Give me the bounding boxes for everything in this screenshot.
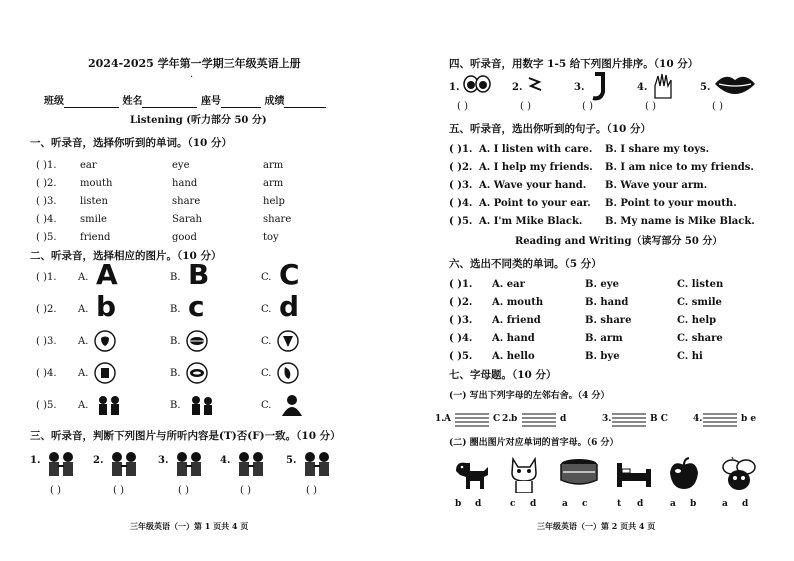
answer-paren[interactable]: ( )2. [36,178,57,189]
answer-paren[interactable]: ( ) [113,485,124,496]
picture-item[interactable] [462,72,492,100]
picture-option-a-label: A. [78,368,89,379]
choice-letter[interactable]: d [637,499,644,509]
picture-option-image[interactable] [94,394,124,422]
choice-letter[interactable]: d [530,499,537,509]
picture-option-c-label: C. [261,336,272,347]
word-option-a: mouth [80,178,113,189]
word-option-b: eye [172,160,190,171]
student-info [44,96,326,108]
picture-option-a-label: A. [78,400,89,411]
reading-title: Reading and Writing（读写部分 50 分） [515,236,723,247]
section6-heading: 六、选出不同类的单词。（5 分） [449,258,602,270]
right-page [397,0,794,561]
letter-picture[interactable]: A [96,258,118,291]
choice-letter[interactable]: d [475,499,482,509]
word-option-c: arm [263,178,284,189]
choice-letter[interactable]: d [742,499,749,509]
picture-option-b-label: B. [170,336,181,347]
letter-picture[interactable]: d [279,290,300,323]
choice-letter[interactable]: c [510,499,516,509]
choice-letter[interactable]: a [562,499,568,509]
sentence-option-b: B. My name is Mike Black. [605,216,755,227]
listening-title: Listening (听力部分 50 分) [130,115,267,126]
title-dot: · [190,72,194,83]
word-option-a: smile [80,214,107,225]
picture-item[interactable] [559,457,599,491]
item-number: 3. [158,455,169,466]
item-number: 2. [512,82,523,93]
picture-item[interactable] [452,457,490,495]
answer-paren[interactable]: ( )4. [449,333,473,344]
seat-label: 座号 [200,96,221,107]
picture-option-image[interactable] [186,394,216,422]
picture-item[interactable] [234,450,268,484]
picture-item[interactable] [667,457,701,495]
answer-paren[interactable]: ( )4. [36,368,57,379]
word-option-b: B. share [585,315,632,326]
picture-option-c-label: C. [261,400,272,411]
sentence-option-a: A. Wave your hand. [479,180,587,191]
picture-option-b-label: B. [170,368,181,379]
answer-paren[interactable]: ( )2. [36,304,57,315]
item-number: 4. [637,82,648,93]
word-option-a: listen [80,196,108,207]
answer-paren[interactable]: ( ) [645,101,656,112]
writing-grid[interactable] [455,412,489,431]
word-option-b: hand [172,178,198,189]
picture-item[interactable] [614,457,654,495]
word-option-b: B. eye [585,279,619,290]
answer-paren[interactable]: ( )3. [449,315,473,326]
letter-picture[interactable]: c [188,290,205,323]
word-option-b: B. hand [585,297,629,308]
answer-paren[interactable]: ( )2. [449,162,473,173]
picture-option-c-label: C. [261,368,272,379]
writing-grid[interactable] [703,412,737,431]
given-letters: b e [741,414,757,424]
picture-item[interactable] [172,450,206,484]
writing-grid[interactable] [522,412,556,431]
section7-sub1: (一) 写出下列字母的左邻右舍。（4 分） [449,391,610,401]
word-option-a: ear [80,160,97,171]
word-option-c: arm [263,160,284,171]
sentence-option-b: B. Point to your mouth. [605,198,737,209]
word-option-b: Sarah [172,214,202,225]
picture-option-b-label: B. [170,304,181,315]
word-option-c: C. help [677,315,717,326]
answer-paren[interactable]: ( ) [240,485,251,496]
word-option-b: B. bye [585,351,620,362]
picture-option-c-label: C. [261,304,272,315]
answer-paren[interactable]: ( ) [582,101,593,112]
sentence-option-b: B. I share my toys. [605,144,710,155]
letter-picture[interactable]: B [188,258,210,291]
picture-option-a-label: A. [78,272,89,283]
picture-item[interactable] [300,450,334,484]
choice-letter[interactable]: b [690,499,697,509]
item-number: 3. [574,82,585,93]
sentence-option-a: A. I listen with care. [479,144,593,155]
sentence-option-a: A. Point to your ear. [479,198,591,209]
word-option-b: share [172,196,201,207]
item-number: 2. [93,455,104,466]
item-number: 4. [220,455,231,466]
item-number: 3. [602,414,612,424]
score-label: 成绩 [264,96,285,107]
score-blank[interactable] [284,98,326,108]
answer-paren[interactable]: ( ) [50,485,61,496]
choice-letter[interactable]: b [455,499,462,509]
word-option-c: C. hi [677,351,703,362]
name-blank[interactable] [142,98,197,108]
picture-option-b-label: B. [170,272,181,283]
answer-paren[interactable]: ( ) [520,101,531,112]
picture-option-image[interactable] [277,330,299,356]
item-number: 1. [435,414,445,424]
answer-paren[interactable]: ( )5. [36,400,57,411]
picture-option-image[interactable] [186,362,208,388]
answer-paren[interactable]: ( )4. [449,198,473,209]
item-number: 1. [30,455,41,466]
answer-paren[interactable]: ( ) [306,485,317,496]
section2-heading: 二、听录音，选择相应的图片。（10 分） [30,250,222,262]
choice-letter[interactable]: t [617,499,622,509]
picture-item[interactable] [44,450,78,484]
word-option-a: A. hand [492,333,535,344]
sentence-option-b: B. I am nice to my friends. [605,162,754,173]
answer-paren[interactable]: ( )4. [36,214,57,225]
picture-item[interactable] [719,457,759,497]
picture-option-a-label: A. [78,304,89,315]
answer-paren[interactable]: ( )5. [449,216,473,227]
word-option-a: friend [80,232,111,243]
answer-paren[interactable]: ( ) [712,101,723,112]
item-number: 5. [700,82,711,93]
picture-option-c-label: C. [261,272,272,283]
word-option-a: A. hello [492,351,535,362]
exam-title: 2024-2025 学年第一学期三年级英语上册 [88,57,301,70]
choice-letter[interactable]: a [670,499,676,509]
answer-paren[interactable]: ( ) [178,485,189,496]
answer-paren[interactable]: ( )1. [36,272,57,283]
word-option-a: A. ear [492,279,525,290]
item-number: 2. [502,414,512,424]
picture-option-a-label: A. [78,336,89,347]
picture-option-image[interactable] [277,394,307,422]
section5-heading: 五、听录音，选出你听到的句子。（10 分） [449,123,652,135]
word-option-c: C. smile [677,297,722,308]
picture-option-image[interactable] [186,330,208,356]
section1-heading: 一、听录音，选择你听到的单词。（10 分） [30,137,233,149]
word-option-c: share [263,214,292,225]
answer-paren[interactable]: ( )1. [449,144,473,155]
answer-paren[interactable]: ( )3. [36,336,57,347]
choice-letter[interactable]: c [582,499,588,509]
picture-item[interactable] [650,72,676,104]
given-left-letter: b [511,414,518,424]
picture-item[interactable] [713,73,757,99]
answer-paren[interactable]: ( )1. [36,160,57,171]
answer-paren[interactable]: ( )5. [36,232,57,243]
choice-letter[interactable]: a [722,499,728,509]
word-option-c: help [263,196,285,207]
given-right-letter: C [493,414,501,424]
picture-option-image[interactable] [277,362,299,388]
left-footer: 三年级英语（一）第 1 页共 4 页 [130,521,249,531]
answer-paren[interactable]: ( )3. [449,180,473,191]
class-blank[interactable] [64,98,119,108]
picture-item[interactable] [507,457,541,497]
answer-paren[interactable]: ( )2. [449,297,473,308]
word-option-a: A. friend [492,315,541,326]
right-footer: 三年级英语（一）第 2 页共 4 页 [537,521,656,531]
word-option-c: toy [263,232,279,243]
item-number: 1. [449,82,460,93]
given-letters: B C [650,414,668,424]
letter-picture[interactable]: b [96,290,117,323]
picture-item[interactable] [525,72,545,100]
class-label: 班级 [44,96,64,107]
picture-option-image[interactable] [94,362,116,388]
word-option-b: B. arm [585,333,623,344]
answer-paren[interactable]: ( )1. [449,279,473,290]
section7-heading: 七、字母题。（10 分） [449,369,557,381]
word-option-a: A. mouth [492,297,544,308]
picture-option-b-label: B. [170,400,181,411]
item-number: 5. [286,455,297,466]
given-right-letter: d [560,414,567,424]
section7-sub2: (二) 圈出图片对应单词的首字母。（6 分） [449,438,619,448]
sentence-option-b: B. Wave your arm. [605,180,708,191]
writing-grid[interactable] [612,412,646,431]
sentence-option-a: A. I'm Mike Black. [479,216,583,227]
answer-paren[interactable]: ( )3. [36,196,57,207]
word-option-c: C. listen [677,279,724,290]
word-option-c: C. share [677,333,723,344]
section4-heading: 四、听录音，用数字 1-5 给下列图片排序。（10 分） [449,58,699,70]
name-label: 姓名 [122,96,143,107]
section3-heading: 三、听录音，判断下列图片与所听内容是(T)否(F)一致。（10 分） [30,430,341,442]
word-option-b: good [172,232,197,243]
picture-item[interactable] [107,450,141,484]
answer-paren[interactable]: ( )5. [449,351,473,362]
answer-paren[interactable]: ( ) [457,101,468,112]
picture-option-image[interactable] [94,330,116,356]
given-left-letter: A [444,414,451,424]
item-number: 4. [693,414,703,424]
sentence-option-a: A. I help my friends. [479,162,593,173]
letter-picture[interactable]: C [279,258,300,291]
seat-blank[interactable] [221,98,261,108]
